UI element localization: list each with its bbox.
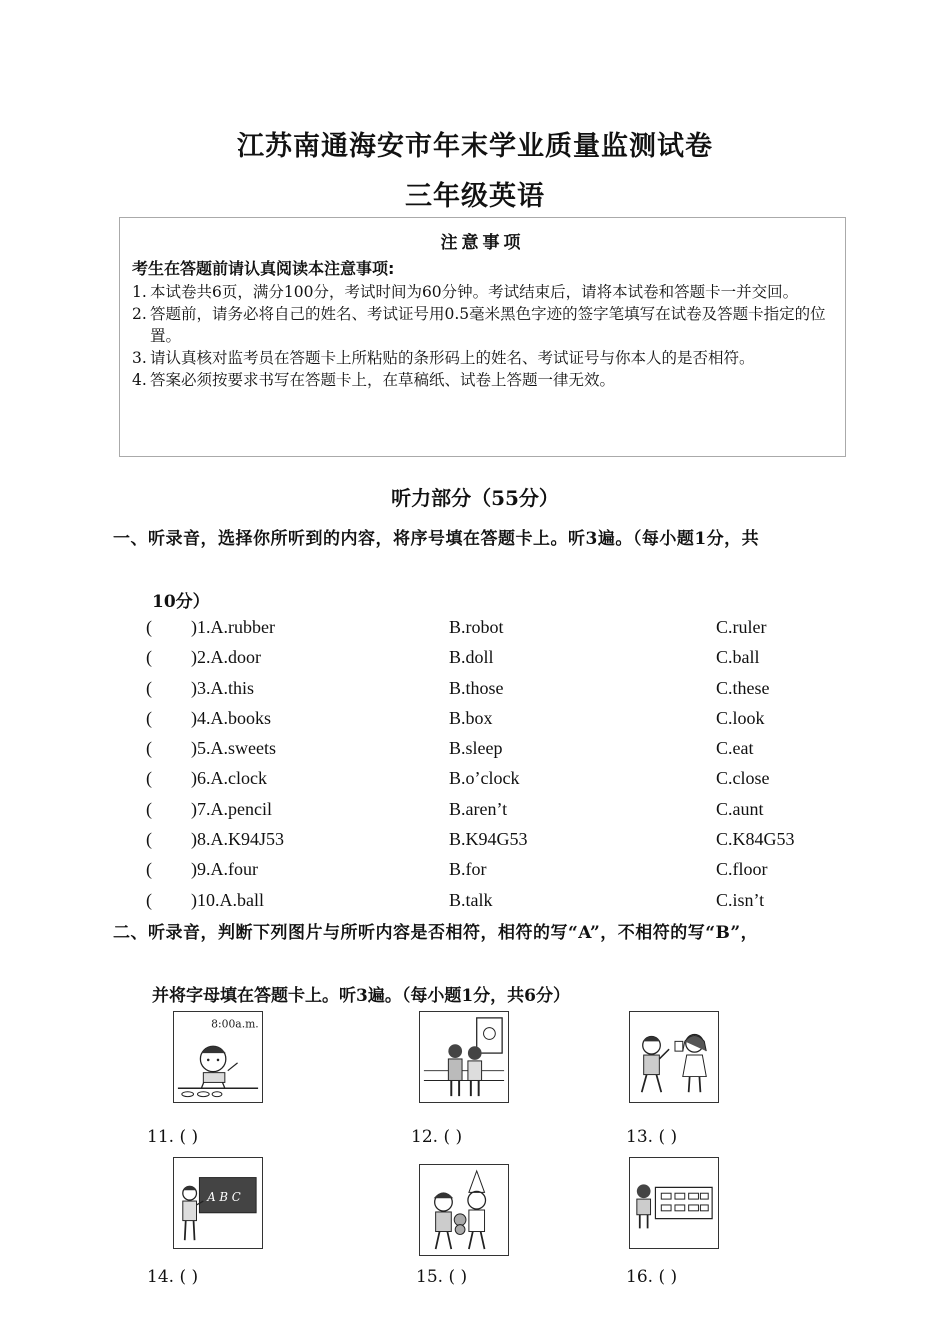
notice-item <box>132 303 835 347</box>
option-b: B.box <box>449 707 493 728</box>
answer-blank-11[interactable]: 11. ( ) <box>147 1127 199 1147</box>
option-c: C.aunt <box>716 798 764 819</box>
question-row: ( )5.A.sweets B.sleep C.eat <box>146 738 754 759</box>
notice-item-number: 4. <box>132 371 147 389</box>
notice-item-text: 请认真核对监考员在答题卡上所粘贴的条形码上的姓名、考试证号与你本人的是否相符。 <box>150 349 755 367</box>
option-a: )1.A.rubber <box>191 617 275 637</box>
exam-title: 江苏南通海安市年末学业质量监测试卷 <box>237 131 713 162</box>
answer-blank-16[interactable]: 16. ( ) <box>626 1267 678 1287</box>
notice-heading: 注意事项 <box>440 233 525 253</box>
option-b: B.doll <box>449 647 494 668</box>
option-a: )10.A.ball <box>191 889 264 910</box>
notice-lead: 考生在答题前请认真阅读本注意事项: <box>132 259 395 278</box>
option-a: )8.A.K94J53 <box>191 829 284 850</box>
option-c: C.K84G53 <box>716 829 795 850</box>
answer-blank-15[interactable]: 15. ( ) <box>416 1267 468 1287</box>
part2-instruction-cont: 并将字母填在答题卡上。听3遍。（每小题1分，共6分） <box>152 986 570 1006</box>
option-b: B.o’clock <box>449 768 520 789</box>
option-a: )5.A.sweets <box>191 738 276 759</box>
part2-instruction: 二、听录音，判断下列图片与所听内容是否相符，相符的写“A”，不相符的写“B”， <box>113 923 759 943</box>
notice-item-number: 1. <box>132 283 147 301</box>
notice-item-number: 3. <box>132 349 147 367</box>
part1-instruction-cont: 10分） <box>152 592 210 612</box>
option-c: C.these <box>716 677 770 698</box>
option-b: B.talk <box>449 889 493 910</box>
option-b: B.for <box>449 859 487 880</box>
listening-section-title: 听力部分（55分） <box>391 486 559 510</box>
option-c: C.look <box>716 707 765 728</box>
option-c: C.ball <box>716 647 760 668</box>
question-row: ( )8.A.K94J53 B.K94G53 C.K84G53 <box>146 829 795 850</box>
option-c: C.isn’t <box>716 889 765 910</box>
notice-list <box>120 281 845 391</box>
answer-blank-14[interactable]: 14. ( ) <box>147 1267 199 1287</box>
picture-blackboard-abc <box>173 1157 263 1249</box>
option-a: )7.A.pencil <box>191 798 272 819</box>
option-a: )2.A.door <box>191 647 261 668</box>
option-a: )4.A.books <box>191 707 271 728</box>
picture-breakfast-boy <box>173 1011 263 1103</box>
question-row: ( )1.A.rubber B.robot C.ruler <box>146 617 767 637</box>
picture-classroom-child <box>629 1157 719 1249</box>
option-c: C.close <box>716 768 770 789</box>
option-b: B.K94G53 <box>449 829 528 850</box>
option-c: C.floor <box>716 859 768 880</box>
part1-instruction: 一、听录音，选择你所听到的内容，将序号填在答题卡上。听3遍。（每小题1分，共 <box>113 529 760 549</box>
question-row: ( )6.A.clock B.o’clock C.close <box>146 768 770 789</box>
option-c: C.eat <box>716 738 754 759</box>
notice-box <box>119 217 846 457</box>
exam-subtitle: 三年级英语 <box>405 181 545 212</box>
option-c: C.ruler <box>716 617 767 637</box>
notice-item <box>132 369 835 391</box>
blackboard-text: A B C <box>207 1190 241 1205</box>
notice-item <box>132 281 835 303</box>
part1-question-list <box>146 617 846 920</box>
option-b: B.aren’t <box>449 798 508 819</box>
option-b: B.those <box>449 677 504 698</box>
notice-item-number: 2. <box>132 305 147 323</box>
question-row: ( )9.A.four B.for C.floor <box>146 859 768 880</box>
answer-blank-12[interactable]: 12. ( ) <box>411 1127 463 1147</box>
option-a: )6.A.clock <box>191 768 267 789</box>
question-row: ( )10.A.ball B.talk C.isn’t <box>146 889 765 910</box>
option-a: )3.A.this <box>191 677 254 698</box>
option-a: )9.A.four <box>191 859 258 880</box>
question-row: ( )7.A.pencil B.aren’t C.aunt <box>146 798 764 819</box>
notice-item-text: 答案必须按要求书写在答题卡上，在草稿纸、试卷上答题一律无效。 <box>150 371 616 389</box>
picture-party-children <box>419 1164 509 1256</box>
notice-item-text: 答题前，请务必将自己的姓名、考试证号用0.5毫米黑色字迹的签字笔填写在试卷及答题卡指定的位置。 <box>150 305 826 345</box>
notice-item <box>132 347 835 369</box>
question-row: ( )2.A.door B.doll C.ball <box>146 647 760 668</box>
picture-children-at-door <box>419 1011 509 1103</box>
picture-boy-girl-greeting <box>629 1011 719 1103</box>
question-row: ( )4.A.books B.box C.look <box>146 707 765 728</box>
clock-time-label: 8:00a.m. <box>211 1017 259 1031</box>
option-b: B.sleep <box>449 738 503 759</box>
option-b: B.robot <box>449 617 504 637</box>
answer-blank-13[interactable]: 13. ( ) <box>626 1127 678 1147</box>
question-row: ( )3.A.this B.those C.these <box>146 677 770 698</box>
notice-item-text: 本试卷共6页，满分100分，考试时间为60分钟。考试结束后，请将本试卷和答题卡一并交回。 <box>150 283 799 301</box>
